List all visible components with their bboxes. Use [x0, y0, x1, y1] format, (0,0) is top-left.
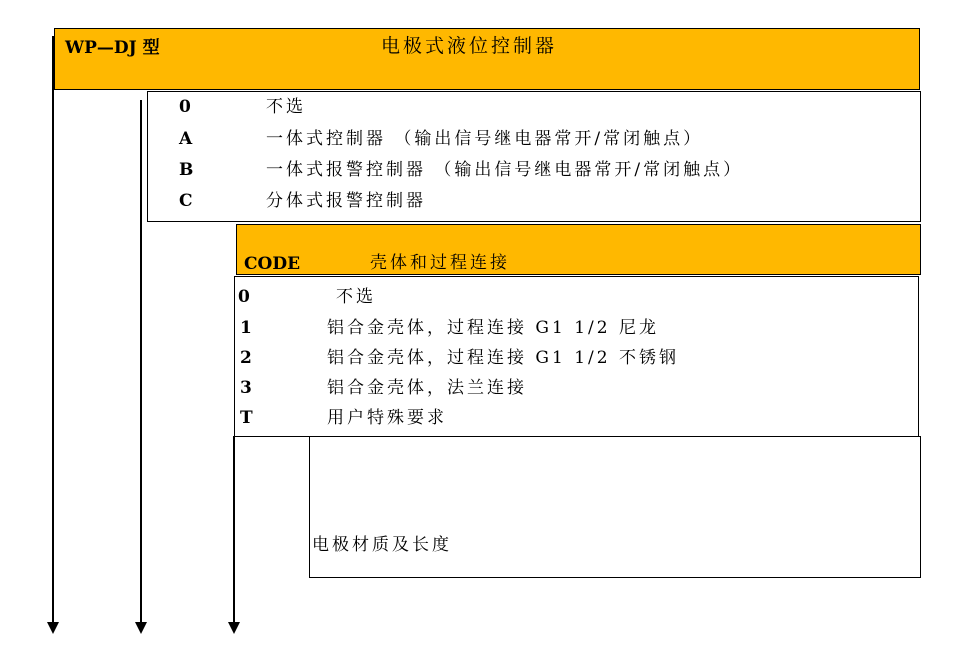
type-code: 0: [179, 97, 191, 117]
housing-title: 壳体和过程连接: [370, 253, 510, 273]
housing-desc: 铝合金壳体，过程连接 G1 1/2 不锈钢: [327, 348, 679, 368]
type-code: C: [179, 191, 193, 211]
page-title: 电极式液位控制器: [381, 35, 558, 57]
guide-line-2: [140, 100, 142, 622]
arrow-down-icon: [135, 622, 147, 634]
electrode-box: [309, 436, 921, 578]
type-desc: 分体式报警控制器: [266, 191, 426, 211]
type-desc: 一体式控制器 （输出信号继电器常开/常闭触点）: [266, 129, 704, 149]
housing-header: [236, 224, 921, 275]
housing-code: 1: [240, 318, 252, 338]
type-code: A: [179, 129, 193, 149]
type-code: B: [179, 160, 194, 180]
arrow-down-icon: [47, 622, 59, 634]
housing-code: T: [240, 408, 253, 428]
type-desc: 一体式报警控制器 （输出信号继电器常开/常闭触点）: [266, 160, 744, 180]
model-header: [54, 28, 920, 90]
type-options-box: [147, 91, 921, 222]
housing-options-box: [234, 276, 919, 437]
housing-desc: 铝合金壳体，过程连接 G1 1/2 尼龙: [327, 318, 659, 338]
housing-desc: 用户特殊要求: [327, 408, 447, 428]
model-code: WP—DJ 型: [65, 38, 160, 58]
electrode-label: 电极材质及长度: [312, 535, 452, 555]
housing-desc: 不选: [336, 287, 376, 307]
housing-code: 3: [240, 378, 252, 398]
housing-code: 0: [238, 287, 250, 307]
guide-line-3: [233, 436, 235, 622]
arrow-down-icon: [228, 622, 240, 634]
housing-code: 2: [240, 348, 252, 368]
type-desc: 不选: [266, 97, 306, 117]
guide-line-1: [52, 36, 54, 622]
housing-desc: 铝合金壳体，法兰连接: [327, 378, 527, 398]
housing-code-label: CODE: [244, 254, 301, 274]
